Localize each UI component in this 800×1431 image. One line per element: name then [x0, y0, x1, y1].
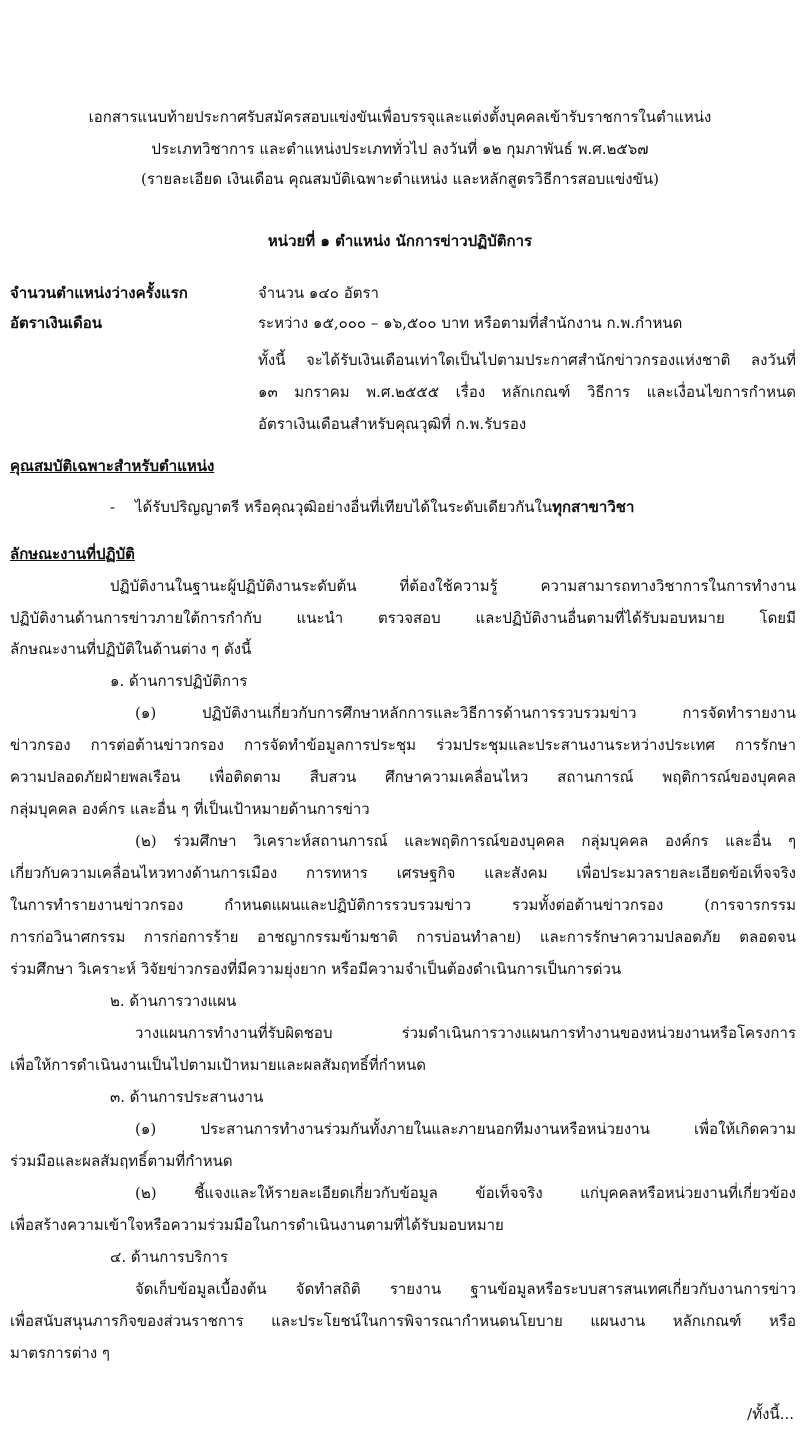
- section-4-line-3: มาตรการต่าง ๆ: [10, 1344, 110, 1362]
- header-line-3: (รายละเอียด เงินเดือน คุณสมบัติเฉพาะตำแหน่ง และหลักสูตรวิธีการสอบแข่งขัน): [141, 170, 659, 188]
- section-2-title: ๒. ด้านการวางแผน: [110, 992, 237, 1010]
- section-1-p2-line-1: (๒) ร่วมศึกษา วิเคราะห์สถานการณ์ และพฤติการณ์ของบุคคล กลุ่มบุคคล องค์กร และอื่น ๆ: [135, 832, 796, 850]
- section-2-line-2: เพื่อให้การดำเนินงานเป็นไปตามเป้าหมายและผลสัมฤทธิ์ที่กำหนด: [10, 1056, 427, 1074]
- header-line-1: เอกสารแนบท้ายประกาศรับสมัครสอบแข่งขันเพื่อบรรจุและแต่งตั้งบุคคลเข้ารับราชการในตำแหน่ง: [88, 108, 712, 126]
- section-4-line-1: จัดเก็บข้อมูลเบื้องต้น จัดทำสถิติ รายงาน ฐานข้อมูลหรือระบบสารสนเทศเกี่ยวกับงานการข่าว: [135, 1280, 796, 1298]
- salary-note-line-2: ๑๓ มกราคม พ.ศ.๒๕๕๕ เรื่อง หลักเกณฑ์ วิธีการ และเงื่อนไขการกำหนด: [258, 383, 796, 401]
- qualification-bullet: -: [110, 498, 116, 516]
- qualification-item-bold: ทุกสาขาวิชา: [552, 498, 635, 516]
- positions-label: จำนวนตำแหน่งว่างครั้งแรก: [10, 284, 188, 302]
- duties-intro-line-3: ลักษณะงานที่ปฏิบัติในด้านต่าง ๆ ดังนี้: [10, 640, 252, 658]
- section-1-p2-line-5: ร่วมศึกษา วิเคราะห์ วิจัยข่าวกรองที่มีความยุ่งยาก หรือมีความจำเป็นต้องดำเนินการเป็นการด่วน: [10, 960, 622, 978]
- section-1-p1-line-2: ข่าวกรอง การต่อต้านข่าวกรอง การจัดทำข้อมูลการประชุม ร่วมประชุมและประสานงานระหว่างประเทศ การรักษา: [10, 736, 796, 754]
- duties-heading: ลักษณะงานที่ปฏิบัติ: [10, 545, 135, 563]
- section-1-p2-line-4: การก่อวินาศกรรม การก่อการร้าย อาชญากรรมข้ามชาติ การบ่อนทำลาย) และการรักษาความปลอดภัย ตลอดจน: [10, 928, 796, 946]
- section-1-p2-line-3: ในการทำรายงานข่าวกรอง กำหนดแผนและปฏิบัติการรวบรวมข่าว รวมทั้งต่อต้านข่าวกรอง (การจารกรรม: [10, 896, 796, 914]
- section-1-p1-line-4: กลุ่มบุคคล องค์กร และอื่น ๆ ที่เป็นเป้าหมายด้านการข่าว: [10, 800, 370, 818]
- salary-label: อัตราเงินเดือน: [10, 314, 103, 332]
- qualification-item: [135, 496, 634, 518]
- salary-note-line-1: ทั้งนี้ จะได้รับเงินเดือนเท่าใดเป็นไปตามประกาศสำนักข่าวกรองแห่งชาติ ลงวันที่: [258, 351, 796, 369]
- section-2-line-1: วางแผนการทำงานที่รับผิดชอบ ร่วมดำเนินการวางแผนการทำงานของหน่วยงานหรือโครงการ: [135, 1024, 796, 1042]
- section-1-p2-line-2: เกี่ยวกับความเคลื่อนไหวทางด้านการเมือง การทหาร เศรษฐกิจ และสังคม เพื่อประมวลรายละเอียดข้อเท็จจริง: [10, 864, 796, 882]
- section-1-p1-line-1: (๑) ปฏิบัติงานเกี่ยวกับการศึกษาหลักการและวิธีการด้านการรวบรวมข่าว การจัดทำรายงาน: [135, 704, 796, 722]
- qualification-item-text: ได้รับปริญญาตรี หรือคุณวุฒิอย่างอื่นที่เทียบได้ในระดับเดียวกันใน: [135, 498, 553, 516]
- unit-title: หน่วยที่ ๑ ตำแหน่ง นักการข่าวปฏิบัติการ: [267, 232, 533, 250]
- section-3-p2-line-2: เพื่อสร้างความเข้าใจหรือความร่วมมือในการดำเนินงานตามที่ได้รับมอบหมาย: [10, 1216, 504, 1234]
- section-4-title: ๔. ด้านการบริการ: [110, 1248, 229, 1266]
- section-1-title: ๑. ด้านการปฏิบัติการ: [110, 672, 248, 690]
- section-3-p1-line-1: (๑) ประสานการทำงานร่วมกันทั้งภายในและภายนอกทีมงานหรือหน่วยงาน เพื่อให้เกิดความ: [135, 1120, 796, 1138]
- section-1-p1-line-3: ความปลอดภัยฝ่ายพลเรือน เพื่อติดตาม สืบสวน ศึกษาความเคลื่อนไหว สถานการณ์ พฤติการณ์ของบุคคล: [10, 768, 796, 786]
- section-3-p1-line-2: ร่วมมือและผลสัมฤทธิ์ตามที่กำหนด: [10, 1152, 233, 1170]
- salary-note-line-3: อัตราเงินเดือนสำหรับคุณวุฒิที่ ก.พ.รับรอง: [258, 415, 527, 433]
- section-3-title: ๓. ด้านการประสานงาน: [110, 1088, 264, 1106]
- salary-value: ระหว่าง ๑๕,๐๐๐ – ๑๖,๕๐๐ บาท หรือตามที่สำนักงาน ก.พ.กำหนด: [258, 314, 683, 332]
- section-3-p2-line-1: (๒) ชี้แจงและให้รายละเอียดเกี่ยวกับข้อมูล ข้อเท็จจริง แก่บุคคลหรือหน่วยงานที่เกี่ยวข้อง: [135, 1184, 796, 1202]
- header-line-2: ประเภทวิชาการ และตำแหน่งประเภททั่วไป ลงวันที่ ๑๒ กุมภาพันธ์ พ.ศ.๒๕๖๗: [151, 140, 649, 158]
- continuation-note: /ทั้งนี้...: [747, 1405, 794, 1423]
- duties-intro-line-2: ปฏิบัติงานด้านการข่าวภายใต้การกำกับ แนะนำ ตรวจสอบ และปฏิบัติงานอื่นตามที่ได้รับมอบหมาย โดยมี: [10, 609, 796, 627]
- positions-value: จำนวน ๑๔๐ อัตรา: [258, 284, 379, 302]
- qualifications-heading: คุณสมบัติเฉพาะสำหรับตำแหน่ง: [10, 457, 215, 475]
- section-4-line-2: เพื่อสนับสนุนภารกิจของส่วนราชการ และประโยชน์ในการพิจารณากำหนดนโยบาย แผนงาน หลักเกณฑ์ หรือ: [10, 1312, 796, 1330]
- duties-intro-line-1: ปฏิบัติงานในฐานะผู้ปฏิบัติงานระดับต้น ที่ต้องใช้ความรู้ ความสามารถทางวิชาการในการทำงาน: [110, 577, 796, 595]
